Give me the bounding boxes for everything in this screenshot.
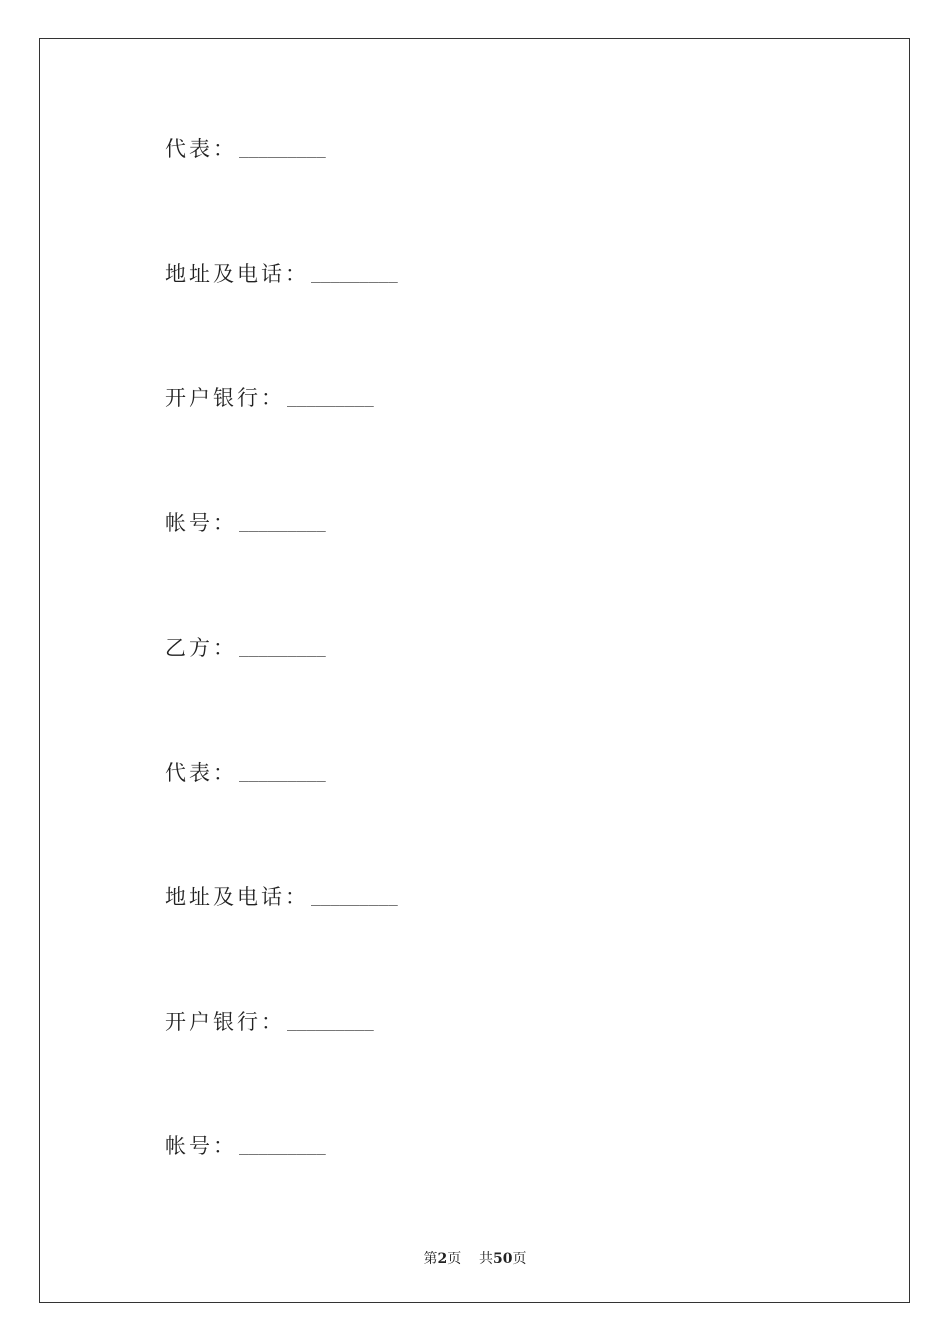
field-blank: _________ bbox=[287, 388, 374, 407]
field-label: 地址及电话： bbox=[165, 262, 309, 286]
field-blank: _________ bbox=[311, 264, 398, 283]
page-footer bbox=[0, 1248, 950, 1268]
field-label: 乙方： bbox=[165, 636, 237, 660]
page-prefix: 第 bbox=[423, 1251, 438, 1267]
page-frame bbox=[39, 38, 910, 1303]
total-pages: 50 bbox=[493, 1251, 513, 1267]
field-label: 帐号： bbox=[165, 1134, 237, 1158]
field-row-address-phone bbox=[165, 880, 398, 910]
field-blank: _________ bbox=[239, 1136, 326, 1155]
field-row-account bbox=[165, 1129, 326, 1159]
field-row-address-phone bbox=[165, 257, 398, 287]
field-label: 代表： bbox=[165, 761, 237, 785]
field-row-representative bbox=[165, 756, 326, 786]
field-blank: _________ bbox=[239, 763, 326, 782]
field-label: 帐号： bbox=[165, 511, 237, 535]
field-blank: _________ bbox=[239, 139, 326, 158]
field-row-bank bbox=[165, 1005, 374, 1035]
field-row-party-b bbox=[165, 631, 326, 661]
field-blank: _________ bbox=[311, 887, 398, 906]
field-blank: _________ bbox=[287, 1012, 374, 1031]
field-label: 地址及电话： bbox=[165, 885, 309, 909]
field-label: 开户银行： bbox=[165, 386, 285, 410]
field-label: 开户银行： bbox=[165, 1010, 285, 1034]
field-label: 代表： bbox=[165, 137, 237, 161]
total-prefix: 共 bbox=[479, 1251, 494, 1267]
page-unit: 页 bbox=[447, 1251, 462, 1267]
field-row-bank bbox=[165, 381, 374, 411]
field-row-representative bbox=[165, 132, 326, 162]
field-row-account bbox=[165, 506, 326, 536]
page-number: 2 bbox=[437, 1251, 448, 1267]
total-unit: 页 bbox=[512, 1251, 527, 1267]
field-blank: _________ bbox=[239, 513, 326, 532]
field-blank: _________ bbox=[239, 638, 326, 657]
